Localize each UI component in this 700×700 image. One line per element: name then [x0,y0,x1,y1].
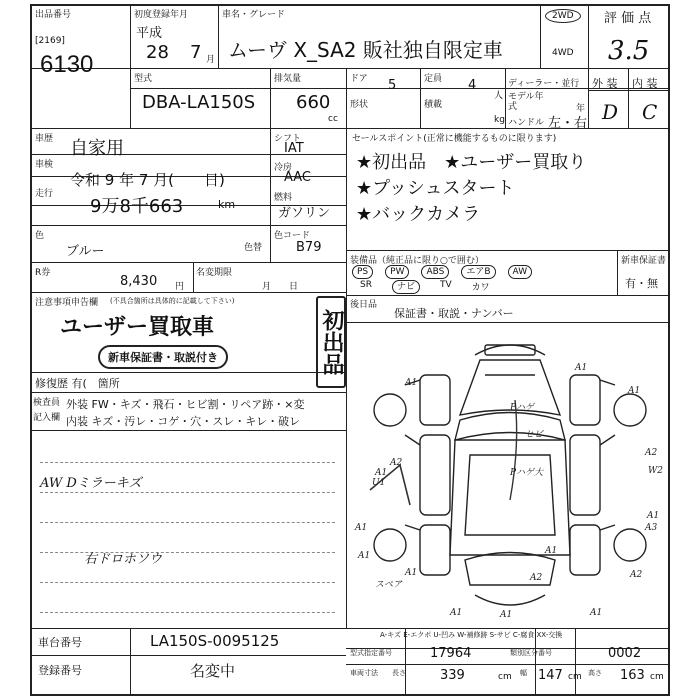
recycle-label: R券 [35,268,51,278]
damage-mark: A1 [405,378,418,388]
inspect-value: 令和 9 年 7 月( 日) [70,171,225,189]
reg-month-unit: 月 [206,55,216,65]
damage-mark: W2 [648,466,663,476]
damage-mark: A1 [545,546,558,556]
damage-mark: U1 [372,478,386,488]
warranty-label: 新車保証書 [621,256,667,266]
spec-code-label: 型式指定番号 [350,649,392,657]
reg-era: 平成 [136,26,163,41]
cap-label: 定員 [424,74,443,84]
repair-history: 修復歴 有( 箇所 [35,377,120,390]
damage-mark: Pハゲ大 [510,468,544,478]
reg-label: 初度登録年月 [134,10,189,20]
equip-airbag: エアB [461,265,495,279]
dims-label: 車両寸法 [350,669,378,677]
ac-value: AAC [284,170,311,185]
mileage-unit: km [218,198,236,211]
damage-mark: A1 [575,363,588,373]
damage-mark: A1 [405,568,418,578]
length-unit: cm [498,672,512,682]
equip-tv: TV [439,280,452,290]
shape-label: 形状 [350,100,369,110]
equipment-row-2 [360,280,490,294]
attachments-value: 保証書・取説・ナンバー [394,307,514,320]
vin-label: 車台番号 [38,636,82,649]
load-label: 積載 [424,100,443,110]
fuel-value: ガソリン [278,206,331,221]
handle-label: ハンドル [508,118,545,128]
door-value: 5 [388,78,397,93]
color-value: ブルー [66,244,105,259]
warranty-badge: 新車保証書・取説付き [98,345,228,369]
model-label: 車名・グレード [222,10,286,20]
height-unit: cm [650,672,664,682]
title-exp-label: 名変期限 [196,268,233,278]
ext-score: D [602,100,619,124]
reg-month: 7 [190,42,202,63]
type-label: 型式 [134,74,153,84]
warranty-value: 有・無 [625,277,658,290]
equipment-label: 装備品（純正品に限り○で囲む） [350,256,484,266]
width-unit: cm [568,672,582,682]
inspector-ext-row: 外装 FW・キズ・飛石・ヒビ割・リペア跡・×変 [66,398,305,411]
damage-mark: A3 [645,523,658,533]
selling-point-1: ★初出品 ★ユーザー買取り [356,152,587,173]
damage-mark: A2 [530,573,543,583]
damage-mark: A1 [358,551,371,561]
fuel-label: 燃料 [274,193,293,203]
damage-mark: ヒビ [525,430,544,440]
length-value: 339 [440,668,465,683]
int-score: C [642,100,658,124]
use-value: 自家用 [70,138,124,159]
damage-mark: スペア [375,580,403,590]
recycle-value: 8,430 [120,274,158,289]
recycle-unit: 円 [175,282,185,292]
selling-point-3: ★バックカメラ [356,204,481,225]
drive-4wd: 4WD [552,48,574,58]
cat-label: 類別区分番号 [510,649,552,657]
handle-value: 左・右 [548,116,588,131]
equip-abs: ABS [421,265,449,279]
equip-sr: SR [360,280,372,290]
door-label: ドア [350,74,368,84]
inspector-label: 検査員記入欄 [33,398,61,423]
use-label: 車歴 [35,134,54,144]
lot-label: 出品番号 [35,10,72,20]
damage-mark: A1 [375,468,388,478]
equip-pw: PW [385,265,409,279]
model-name: ムーヴ X_SA2 販社独自限定車 [228,38,503,62]
model-year-label: モデル年式 [508,92,544,112]
damage-mark: A1 [628,386,641,396]
disp-label: 排気量 [274,74,302,84]
equip-aw: AW [508,265,533,279]
load-unit: kg [494,115,505,125]
damage-legend: A-キズ E-エクボ U-凹み W-補修跡 S-サビ C-腐食 XX-交換 [380,631,563,639]
mileage-label: 走行 [35,189,54,199]
color-label: 色 [35,231,45,241]
height-value: 163 [620,668,645,683]
spec-code-value: 17964 [430,646,472,661]
handwritten-note-1: AW Dミラーキズ [40,476,142,491]
drive-2wd: 2WD [545,9,581,23]
damage-mark: A1 [647,511,660,521]
disp-unit: cc [328,114,338,124]
height-label: 高さ [588,669,602,677]
ac-label: 冷房 [274,163,293,173]
reg-status-value: 名変中 [190,662,236,680]
length-label: 長さ [392,669,406,677]
selling-point-2: ★プッシュスタート [356,178,515,199]
lot-id: [2169] [35,36,65,46]
notes-label: 注意事項申告欄 [35,298,99,308]
inspector-int-row: 内装 キズ・汚レ・コゲ・穴・スレ・キレ・破レ [66,415,301,428]
damage-mark: A1 [500,610,513,620]
inspect-label: 車検 [35,160,54,170]
first-listing-badge: 初出品 [316,296,346,388]
attachments-label: 後日品 [350,300,378,310]
damage-mark: A1 [590,608,603,618]
disp-value: 660 [296,92,331,113]
damage-mark: A1 [355,523,368,533]
cap-unit: 人 [494,91,504,101]
color-code: B79 [296,240,322,255]
reg-status-label: 登録番号 [38,664,82,677]
damage-mark: A2 [390,458,403,468]
year-unit: 年 [576,104,586,114]
equipment-row-1 [352,265,532,279]
damage-mark: A1 [450,608,463,618]
equip-ps: PS [352,265,373,279]
damage-mark: A2 [645,448,658,458]
notes-sub: (不具合箇所は具体的に記載して下さい) [110,297,235,305]
cat-value: 0002 [608,646,642,661]
cap-value: 4 [468,78,477,93]
type-value: DBA-LA150S [142,92,256,113]
selling-points-label: セールスポイント(正常に機能するものに限ります) [352,134,557,144]
mileage-value: 9万8千663 [90,196,184,217]
grade-score: 3.5 [608,36,650,66]
handwritten-note-2: 右ドロホソウ [84,552,163,567]
shift-label: シフト [274,134,302,144]
color-no-label: 色替 [244,243,263,253]
ext-label: 外 装 [592,77,618,90]
width-label: 幅 [520,669,527,677]
damage-mark: Pハゲ [510,403,535,413]
grade-label: 評 価 点 [604,11,652,26]
equip-leather: カワ [471,283,490,293]
damage-mark: A2 [630,570,643,580]
equip-navi: ナビ [392,280,420,294]
title-exp-value: 月 日 [262,282,299,292]
shift-value: IAT [284,141,304,156]
car-damage-diagram [350,325,668,625]
vin-value: LA150S-0095125 [150,632,280,650]
dealer-label: ディーラー・並行 [508,79,580,89]
color-code-label: 色コード [274,231,311,241]
reg-year: 28 [146,42,169,63]
lot-number: 6130 [40,51,94,78]
width-value: 147 [538,668,563,683]
buyback-title: ユーザー買取車 [60,315,215,340]
int-label: 内 装 [632,77,658,90]
